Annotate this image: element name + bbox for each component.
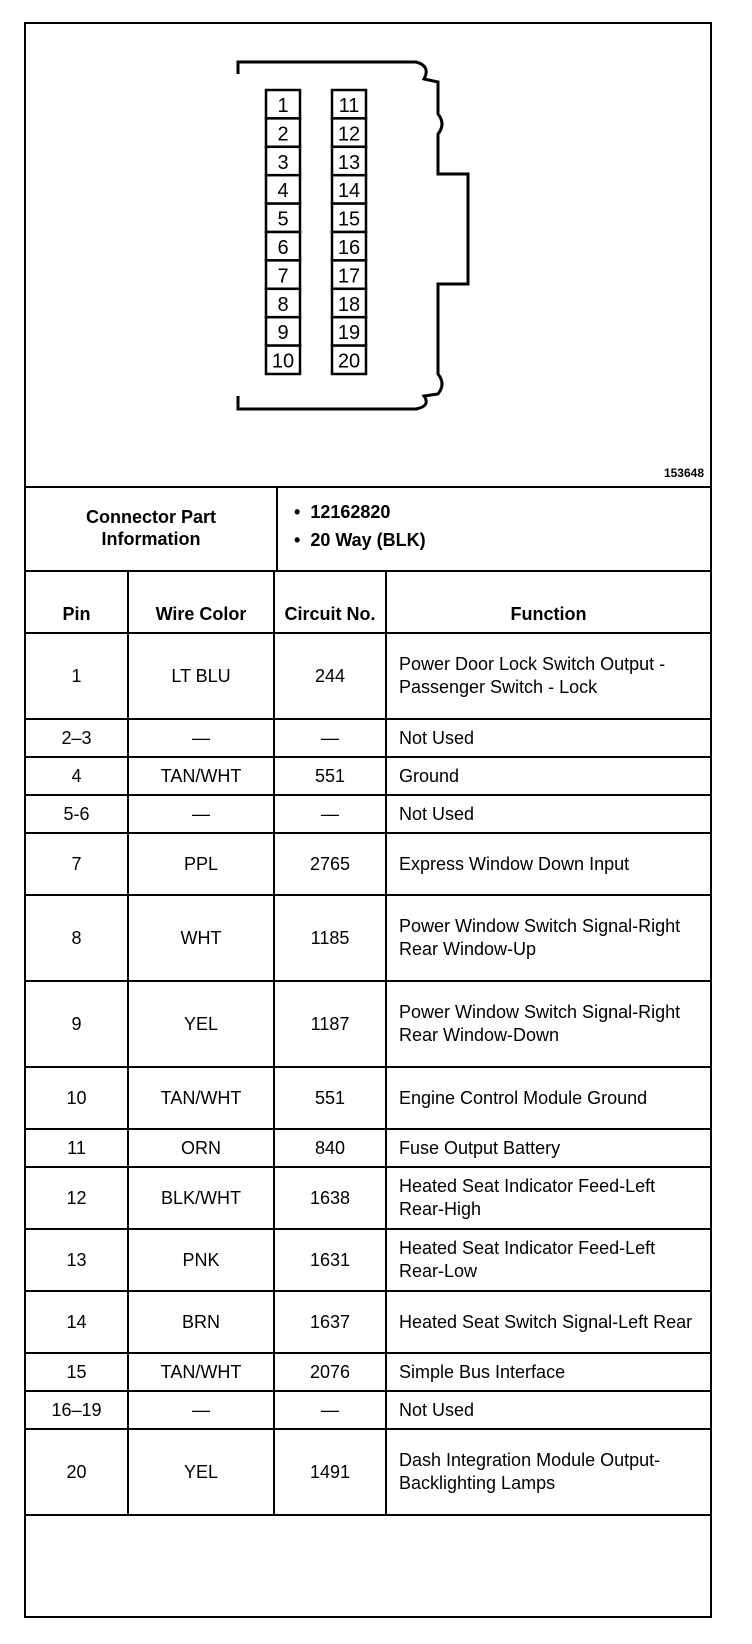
pin-number-label: 10 [271, 350, 295, 373]
table-row [26, 795, 710, 833]
pin-cell: 10 [26, 1067, 128, 1129]
pin-number-label: 5 [277, 208, 289, 231]
pin-number-label: 13 [337, 151, 361, 174]
circuit-cell: 1491 [274, 1429, 386, 1515]
circuit-header: Circuit No. [274, 570, 386, 633]
table-row [26, 1353, 710, 1391]
function-cell: Dash Integration Module Output-Backlighting Lamps [386, 1429, 710, 1515]
pin-number-label: 1 [277, 95, 289, 117]
pin-header: Pin [26, 570, 128, 633]
table-row [26, 1129, 710, 1167]
connector-document [24, 22, 712, 1618]
function-cell: Not Used [386, 795, 710, 833]
pin-table [26, 570, 710, 1516]
table-row [26, 833, 710, 895]
diagram-reference-code: 153648 [663, 466, 704, 480]
wire-color-cell: PNK [128, 1229, 274, 1291]
pin-cell: 8 [26, 895, 128, 981]
table-header-row [26, 570, 710, 633]
pin-number-label: 7 [277, 265, 289, 288]
wire-color-cell: BLK/WHT [128, 1167, 274, 1229]
function-cell: Power Door Lock Switch Output - Passenger Switch - Lock [386, 633, 710, 719]
circuit-cell: 1187 [274, 981, 386, 1067]
function-cell: Heated Seat Indicator Feed-Left Rear-Low [386, 1229, 710, 1291]
pin-number-label: 14 [337, 180, 361, 203]
wire-color-cell: PPL [128, 833, 274, 895]
circuit-cell: 1185 [274, 895, 386, 981]
wire-color-cell: WHT [128, 895, 274, 981]
circuit-cell: — [274, 719, 386, 757]
wire-color-cell: ORN [128, 1129, 274, 1167]
connector-diagram [26, 24, 710, 488]
table-row [26, 981, 710, 1067]
connector-info-item: • 20 Way (BLK) [294, 526, 710, 554]
pin-number-label: 12 [337, 123, 361, 146]
pin-number-label: 18 [337, 293, 361, 316]
table-row [26, 719, 710, 757]
circuit-cell: 2765 [274, 833, 386, 895]
pin-cell: 7 [26, 833, 128, 895]
function-cell: Simple Bus Interface [386, 1353, 710, 1391]
wire-color-cell: BRN [128, 1291, 274, 1353]
pin-number-label: 8 [277, 293, 289, 316]
function-cell: Ground [386, 757, 710, 795]
table-row [26, 757, 710, 795]
function-cell: Power Window Switch Signal-Right Rear Window-Down [386, 981, 710, 1067]
pin-cell: 14 [26, 1291, 128, 1353]
circuit-cell: — [274, 1391, 386, 1429]
wire-color-header: Wire Color [128, 570, 274, 633]
wire-color-cell: LT BLU [128, 633, 274, 719]
table-row [26, 1067, 710, 1129]
function-cell: Not Used [386, 719, 710, 757]
pin-number-label: 16 [337, 237, 361, 259]
table-row [26, 633, 710, 719]
circuit-cell: 2076 [274, 1353, 386, 1391]
table-row [26, 1391, 710, 1429]
function-cell: Heated Seat Switch Signal-Left Rear [386, 1291, 710, 1353]
function-cell: Power Window Switch Signal-Right Rear Window-Up [386, 895, 710, 981]
pin-number-label: 17 [337, 265, 361, 288]
function-cell: Fuse Output Battery [386, 1129, 710, 1167]
circuit-cell: 551 [274, 757, 386, 795]
wire-color-cell: — [128, 795, 274, 833]
pin-number-label: 19 [337, 322, 361, 345]
connector-info-row [26, 486, 710, 572]
circuit-cell: — [274, 795, 386, 833]
pin-cell: 2–3 [26, 719, 128, 757]
connector-info-item: • 12162820 [294, 498, 710, 526]
pin-number-label: 6 [277, 237, 289, 259]
wire-color-cell: TAN/WHT [128, 757, 274, 795]
pin-number-label: 15 [337, 208, 361, 231]
connector-info-list [280, 486, 710, 570]
wire-color-cell: — [128, 719, 274, 757]
function-cell: Express Window Down Input [386, 833, 710, 895]
pin-cells [266, 90, 366, 374]
wire-color-cell: YEL [128, 1429, 274, 1515]
pin-cell: 11 [26, 1129, 128, 1167]
circuit-cell: 551 [274, 1067, 386, 1129]
pin-cell: 16–19 [26, 1391, 128, 1429]
table-row [26, 1291, 710, 1353]
pin-cell: 5-6 [26, 795, 128, 833]
table-row [26, 1429, 710, 1515]
circuit-cell: 1637 [274, 1291, 386, 1353]
circuit-cell: 840 [274, 1129, 386, 1167]
pin-cell: 9 [26, 981, 128, 1067]
pin-number-label: 9 [277, 322, 289, 345]
pin-cell: 13 [26, 1229, 128, 1291]
table-row [26, 1229, 710, 1291]
function-cell: Heated Seat Indicator Feed-Left Rear-High [386, 1167, 710, 1229]
connector-info-label: Connector Part Information [26, 486, 278, 570]
wire-color-cell: TAN/WHT [128, 1067, 274, 1129]
function-header: Function [386, 570, 710, 633]
wire-color-cell: TAN/WHT [128, 1353, 274, 1391]
pin-number-label: 4 [277, 180, 289, 203]
wire-color-cell: — [128, 1391, 274, 1429]
connector-outline-graphic [26, 24, 710, 486]
function-cell: Not Used [386, 1391, 710, 1429]
pin-number-label: 20 [337, 350, 361, 373]
pin-cell: 12 [26, 1167, 128, 1229]
pin-number-label: 11 [338, 95, 360, 117]
pin-number-label: 2 [277, 123, 289, 146]
pin-cell: 15 [26, 1353, 128, 1391]
pin-cell: 20 [26, 1429, 128, 1515]
circuit-cell: 244 [274, 633, 386, 719]
table-row [26, 895, 710, 981]
table-row [26, 1167, 710, 1229]
pin-cell: 1 [26, 633, 128, 719]
pin-number-label: 3 [277, 151, 289, 174]
wire-color-cell: YEL [128, 981, 274, 1067]
circuit-cell: 1631 [274, 1229, 386, 1291]
function-cell: Engine Control Module Ground [386, 1067, 710, 1129]
circuit-cell: 1638 [274, 1167, 386, 1229]
pin-cell: 4 [26, 757, 128, 795]
